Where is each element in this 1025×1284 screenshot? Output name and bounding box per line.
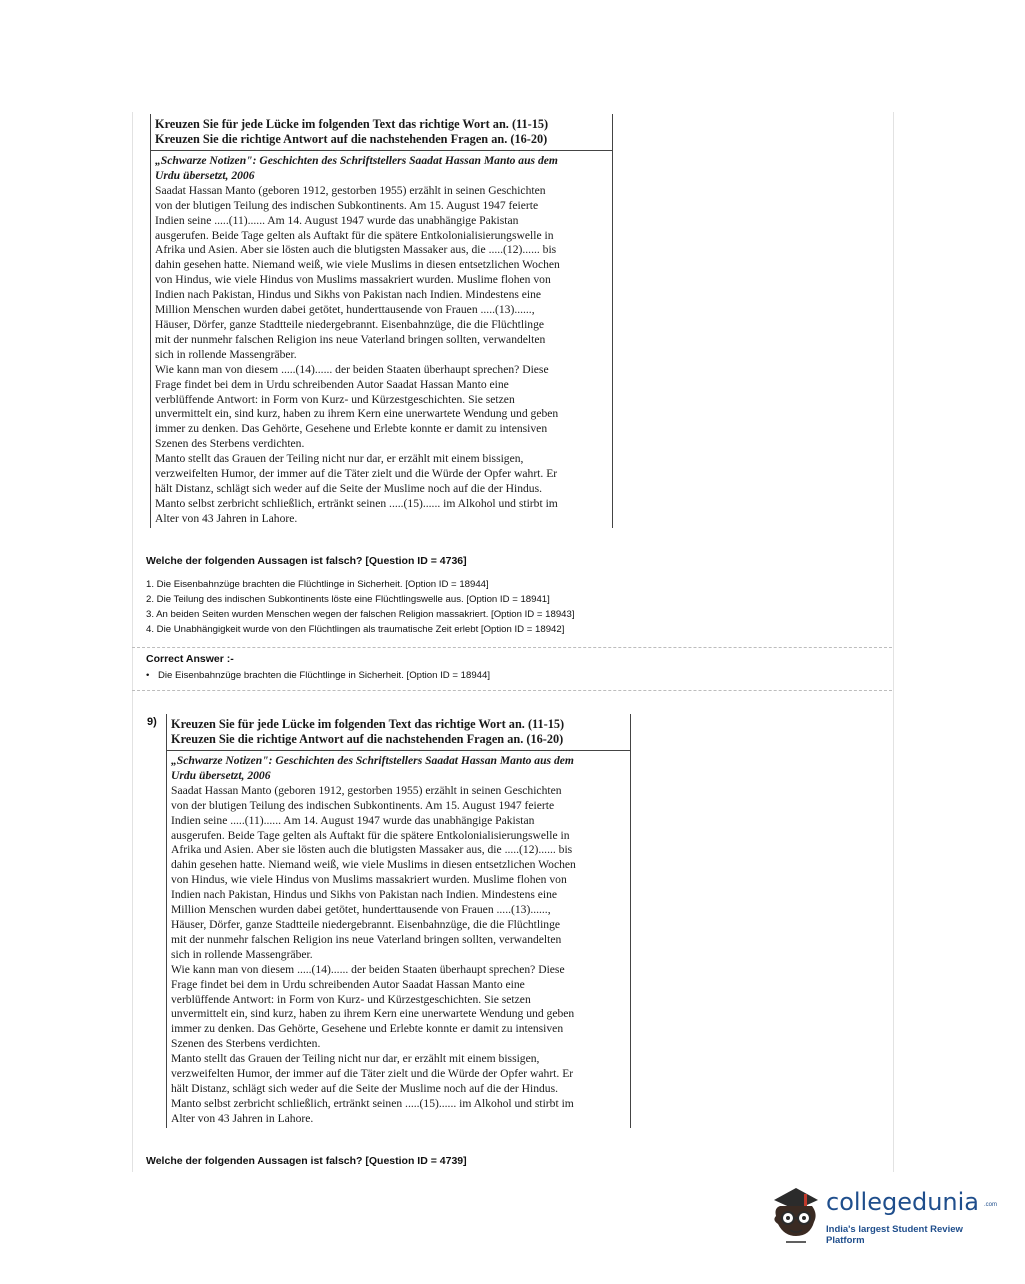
divider: [132, 690, 892, 691]
passage-line: ausgerufen. Beide Tage gelten als Auftakt für die spätere Entkolonialisierungswelle in: [171, 828, 570, 842]
passage-line: Szenen des Sterbens verdichten.: [155, 437, 305, 451]
passage-line: verblüffende Antwort: in Form von Kurz- und Kürzestgeschichten. Sie setzen: [171, 992, 531, 1006]
option-item[interactable]: 3. An beiden Seiten wurden Menschen wegen der falschen Religion massakriert. [Option ID = 18943]: [146, 609, 575, 620]
passage-line: immer zu denken. Das Gehörte, Gesehene und Erlebte konnte er damit zu intensiven: [171, 1022, 564, 1036]
passage-line: Indien nach Pakistan, Hindus und Sikhs von Pakistan nach Indien. Mindestens eine: [171, 888, 558, 902]
passage-line: Wie kann man von diesem .....(14)...... der beiden Staaten überhaupt sprechen? Diese: [155, 362, 549, 376]
passage-instructions: [167, 714, 630, 751]
question-number: 9): [147, 716, 157, 728]
passage-line: von Hindus, wie viele Hindus von Muslims massakriert wurden. Muslime flohen von: [155, 273, 551, 287]
passage-line: Szenen des Sterbens verdichten.: [171, 1037, 321, 1051]
option-item[interactable]: 1. Die Eisenbahnzüge brachten die Flüchtlinge in Sicherheit. [Option ID = 18944]: [146, 579, 489, 590]
passage-line: Indien seine .....(11)...... Am 14. August 1947 wurde das unabhängige Pakistan: [171, 813, 535, 827]
passage-line: Saadat Hassan Manto (geboren 1912, gestorben 1955) erzählt in seinen Geschichten: [171, 783, 562, 797]
passage-line: verblüffende Antwort: in Form von Kurz- und Kürzestgeschichten. Sie setzen: [155, 392, 515, 406]
passage-line: mit der nunmehr falschen Religion ins neue Vaterland bringen sollten, verwandelten: [171, 932, 562, 946]
passage-line: sich in rollende Massengräber.: [171, 947, 313, 961]
passage-title-line-2: Urdu übersetzt, 2006: [171, 768, 271, 782]
passage-line: Häuser, Dörfer, ganze Stadtteile niedergebrannt. Eisenbahnzüge, die die Flüchtlinge: [171, 917, 561, 931]
passage-instructions: [151, 114, 612, 151]
passage-line: Afrika und Asien. Aber sie lösten auch die blutigsten Massaker aus, die .....(12)...... bis: [171, 843, 573, 857]
passage-title-line-1: „Schwarze Notizen": Geschichten des Schriftstellers Saadat Hassan Manto aus dem: [171, 754, 574, 767]
correct-answer: [146, 670, 490, 681]
logo-tagline: India's largest Student Review Platform: [826, 1224, 963, 1246]
passage-line: ausgerufen. Beide Tage gelten als Auftakt für die spätere Entkolonialisierungswelle in: [155, 228, 554, 242]
option-item[interactable]: 2. Die Teilung des indischen Subkontinents löste eine Flüchtlingswelle aus. [Option ID = 18941]: [146, 594, 550, 605]
passage-line: unvermittelt ein, sind kurz, haben zu ihrem Kern eine unerwartete Wendung und geben: [171, 1007, 575, 1021]
passage-line: Million Menschen wurden dabei getötet, hunderttausende von Frauen .....(13)......,: [155, 303, 535, 317]
passage-line: Alter von 43 Jahren in Lahore.: [171, 1111, 314, 1125]
instruction-line-2: Kreuzen Sie die richtige Antwort auf die nachstehenden Fragen an. (16-20): [155, 132, 548, 146]
logo-name: collegedunia: [826, 1188, 980, 1216]
correct-answer-label: Correct Answer :-: [146, 653, 234, 665]
passage-line: verzweifelten Humor, der immer auf die Täter zielt und die Würde der Opfer wahrt. Er: [155, 467, 558, 481]
passage-line: hält Distanz, schlägt sich weder auf die Seite der Muslime noch auf die der Hindus.: [155, 481, 542, 495]
passage-line: Frage findet bei dem in Urdu schreibenden Autor Saadat Hassan Manto eine: [171, 977, 525, 991]
option-item[interactable]: 4. Die Unabhängigkeit wurde von den Flüchtlingen als traumatische Zeit erlebt [Option ID = 18942]: [146, 624, 565, 635]
passage-line: Million Menschen wurden dabei getötet, hunderttausende von Frauen .....(13)......,: [171, 903, 551, 917]
passage-line: verzweifelten Humor, der immer auf die Täter zielt und die Würde der Opfer wahrt. Er: [171, 1067, 574, 1081]
passage-line: von der blutigen Teilung des indischen Subkontinents. Am 15. August 1947 feierte: [155, 198, 539, 212]
passage-line: Manto selbst zerbricht schließlich, ertränkt seinen .....(15)...... im Alkohol und stirbt im: [171, 1096, 574, 1110]
instruction-line-1: Kreuzen Sie für jede Lücke im folgenden Text das richtige Wort an. (11-15): [155, 117, 549, 131]
passage-line: Indien seine .....(11)...... Am 14. August 1947 wurde das unabhängige Pakistan: [155, 213, 519, 227]
correct-answer-text: Die Eisenbahnzüge brachten die Flüchtlinge in Sicherheit. [Option ID = 18944]: [158, 670, 490, 681]
instruction-line-1: Kreuzen Sie für jede Lücke im folgenden Text das richtige Wort an. (11-15): [171, 717, 565, 731]
collegedunia-logo: [766, 1180, 996, 1246]
mascot-icon: [766, 1180, 826, 1246]
passage-line: Alter von 43 Jahren in Lahore.: [155, 511, 298, 525]
passage-box-1: [150, 114, 613, 528]
passage-body: [167, 751, 630, 1127]
passage-line: Manto stellt das Grauen der Teiling nicht nur dar, er erzählt mit einem bissigen,: [171, 1052, 540, 1066]
passage-line: mit der nunmehr falschen Religion ins neue Vaterland bringen sollten, verwandelten: [155, 332, 546, 346]
passage-line: dahin gesehen hatte. Niemand weiß, wie viele Muslims in diesen entsetzlichen Wochen: [171, 858, 576, 872]
option-list: [146, 577, 575, 637]
instruction-line-2: Kreuzen Sie die richtige Antwort auf die nachstehenden Fragen an. (16-20): [171, 732, 564, 746]
passage-line: Manto selbst zerbricht schließlich, ertränkt seinen .....(15)...... im Alkohol und stirbt im: [155, 496, 558, 510]
bullet-icon: •: [146, 670, 150, 681]
passage-line: hält Distanz, schlägt sich weder auf die Seite der Muslime noch auf die der Hindus.: [171, 1081, 558, 1095]
passage-line: Afrika und Asien. Aber sie lösten auch die blutigsten Massaker aus, die .....(12)...... bis: [155, 243, 557, 257]
question-text: Welche der folgenden Aussagen ist falsch? [Question ID = 4736]: [146, 555, 467, 567]
passage-box-2: [166, 714, 631, 1128]
passage-line: sich in rollende Massengräber.: [155, 347, 297, 361]
passage-title-line-1: „Schwarze Notizen": Geschichten des Schriftstellers Saadat Hassan Manto aus dem: [155, 154, 558, 167]
divider: [132, 647, 892, 648]
passage-title-line-2: Urdu übersetzt, 2006: [155, 168, 255, 182]
logo-dotcom: .com: [984, 1202, 998, 1208]
passage-text: [171, 784, 626, 1127]
passage-body: [151, 151, 612, 527]
passage-line: unvermittelt ein, sind kurz, haben zu ihrem Kern eine unerwartete Wendung und geben: [155, 407, 559, 421]
passage-line: Indien nach Pakistan, Hindus und Sikhs von Pakistan nach Indien. Mindestens eine: [155, 288, 542, 302]
passage-line: Manto stellt das Grauen der Teiling nicht nur dar, er erzählt mit einem bissigen,: [155, 452, 524, 466]
passage-line: Saadat Hassan Manto (geboren 1912, gestorben 1955) erzählt in seinen Geschichten: [155, 183, 546, 197]
passage-text: [155, 184, 608, 527]
passage-line: Wie kann man von diesem .....(14)...... der beiden Staaten überhaupt sprechen? Diese: [171, 962, 565, 976]
passage-line: Frage findet bei dem in Urdu schreibenden Autor Saadat Hassan Manto eine: [155, 377, 509, 391]
passage-line: dahin gesehen hatte. Niemand weiß, wie viele Muslims in diesen entsetzlichen Wochen: [155, 258, 560, 272]
passage-line: Häuser, Dörfer, ganze Stadtteile niedergebrannt. Eisenbahnzüge, die die Flüchtlinge: [155, 317, 545, 331]
passage-line: von Hindus, wie viele Hindus von Muslims massakriert wurden. Muslime flohen von: [171, 873, 567, 887]
question-text: Welche der folgenden Aussagen ist falsch? [Question ID = 4739]: [146, 1155, 467, 1167]
passage-line: immer zu denken. Das Gehörte, Gesehene und Erlebte konnte er damit zu intensiven: [155, 422, 548, 436]
passage-line: von der blutigen Teilung des indischen Subkontinents. Am 15. August 1947 feierte: [171, 798, 555, 812]
